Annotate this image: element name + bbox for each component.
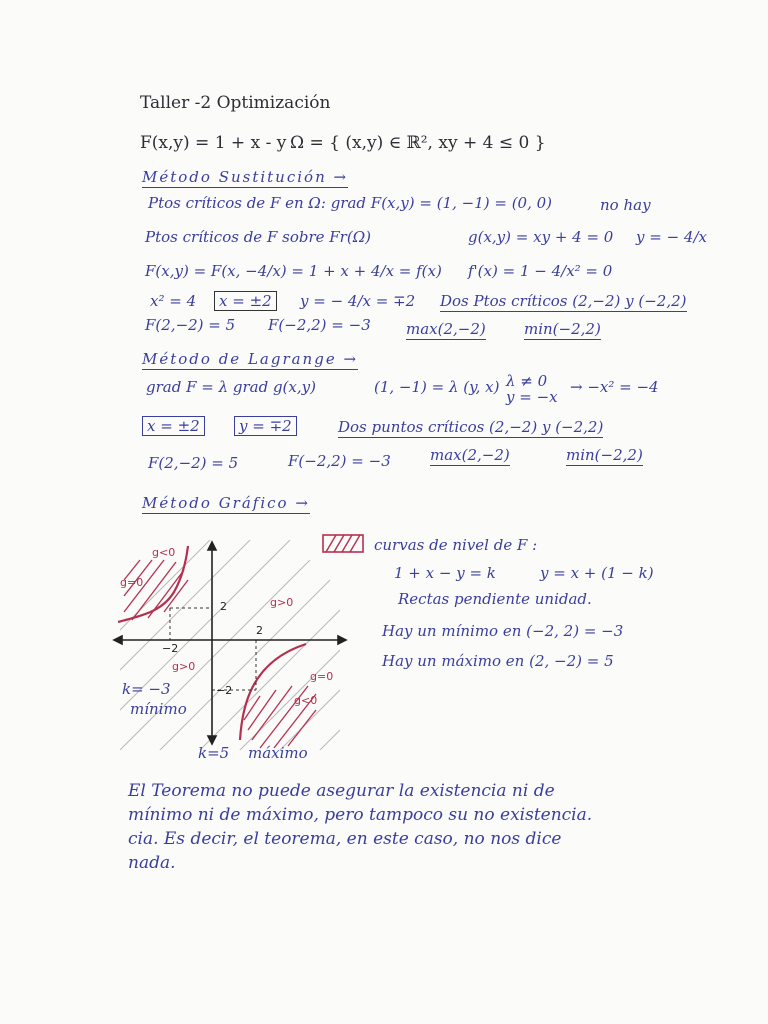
domain-definition: Ω = { (x,y) ∈ ℝ², xy + 4 ≤ 0 } [290, 133, 546, 153]
function-definition: F(x,y) = 1 + x - y [140, 133, 287, 153]
lag-system: (1, −1) = λ (y, x) [374, 378, 500, 396]
conclusion-line-4: nada. [128, 853, 176, 873]
section-header-graphic: Método Gráfico → [142, 494, 310, 512]
label-g-neg-top: g<0 [152, 546, 176, 559]
feasible-region-graph [110, 540, 350, 770]
tick-y-neg2: −2 [216, 684, 233, 697]
label-g-neg-bottom: g<0 [294, 694, 318, 707]
sub-line3: F(x,y) = F(x, −4/x) = 1 + x + 4/x = f(x) [145, 262, 442, 280]
sub-derivative: f'(x) = 1 − 4/x² = 0 [468, 262, 613, 280]
lag-line1: grad F = λ grad g(x,y) [146, 378, 316, 396]
lag-f-value-1: F(2,−2) = 5 [148, 454, 239, 472]
label-g-zero-top: g=0 [120, 576, 144, 589]
sub-x-squared: x² = 4 [150, 292, 197, 310]
sub-line1-result: no hay [600, 196, 651, 214]
tick-y-2: 2 [220, 600, 227, 613]
k-min-label: k= −3 [122, 680, 171, 698]
sub-f-value-1: F(2,−2) = 5 [145, 316, 236, 334]
level-curves-label: curvas de nivel de F : [374, 536, 538, 554]
lag-x-boxed: x = ±2 [142, 416, 205, 436]
k-max-label: k=5 [198, 744, 230, 762]
level-curve-eq: 1 + x − y = k [394, 564, 496, 582]
slope-note: Rectas pendiente unidad. [398, 590, 592, 608]
section-header-substitution: Método Sustitución → [142, 168, 349, 186]
sub-max: max(2,−2) [406, 320, 486, 338]
tick-x-2: 2 [256, 624, 263, 637]
sub-min: min(−2,2) [524, 320, 601, 338]
maximum-statement: Hay un máximo en (2, −2) = 5 [382, 652, 614, 670]
lag-min: min(−2,2) [566, 446, 643, 464]
minimum-statement: Hay un mínimo en (−2, 2) = −3 [382, 622, 624, 640]
level-curve-line: y = x + (1 − k) [540, 564, 654, 582]
sub-x-boxed: x = ±2 [214, 291, 277, 311]
k-max-text: máximo [248, 744, 308, 762]
lag-f-value-2: F(−2,2) = −3 [288, 452, 391, 470]
lag-lambda: λ ≠ 0 [506, 372, 548, 390]
conclusion-line-2: mínimo ni de máximo, pero tampoco su no existencia. [128, 805, 593, 825]
section-header-lagrange: Método de Lagrange → [142, 350, 359, 368]
tick-x-neg2: −2 [162, 642, 179, 655]
sub-constraint: g(x,y) = xy + 4 = 0 [468, 228, 614, 246]
lag-y-eq: y = −x [506, 388, 558, 406]
lag-result: → −x² = −4 [570, 378, 659, 396]
lag-y-boxed: y = ∓2 [234, 416, 297, 436]
sub-y-value: y = − 4/x = ∓2 [300, 292, 416, 310]
sub-line2: Ptos críticos de F sobre Fr(Ω) [145, 228, 371, 246]
conclusion-line-1: El Teorema no puede asegurar la existencia ni de [128, 781, 555, 801]
lag-critical-points: Dos puntos críticos (2,−2) y (−2,2) [338, 418, 604, 436]
k-min-text: mínimo [130, 700, 187, 718]
hyperbola-bottom-right [240, 644, 306, 740]
guide-lines [170, 608, 256, 690]
label-g-pos-left: g>0 [172, 660, 196, 673]
page-title: Taller -2 Optimización [140, 93, 331, 113]
label-g-zero-bottom: g=0 [310, 670, 334, 683]
lag-max: max(2,−2) [430, 446, 510, 464]
level-lines [110, 540, 350, 770]
label-g-pos-right: g>0 [270, 596, 294, 609]
conclusion-line-3: cia. Es decir, el teorema, en este caso, no nos dice [128, 829, 562, 849]
sub-y-expression: y = − 4/x [636, 228, 707, 246]
sub-line1: Ptos críticos de F en Ω: grad F(x,y) = (1, −1) = (0, 0) [148, 194, 553, 212]
sub-critical-points: Dos Ptos críticos (2,−2) y (−2,2) [440, 292, 687, 310]
sub-f-value-2: F(−2,2) = −3 [268, 316, 371, 334]
